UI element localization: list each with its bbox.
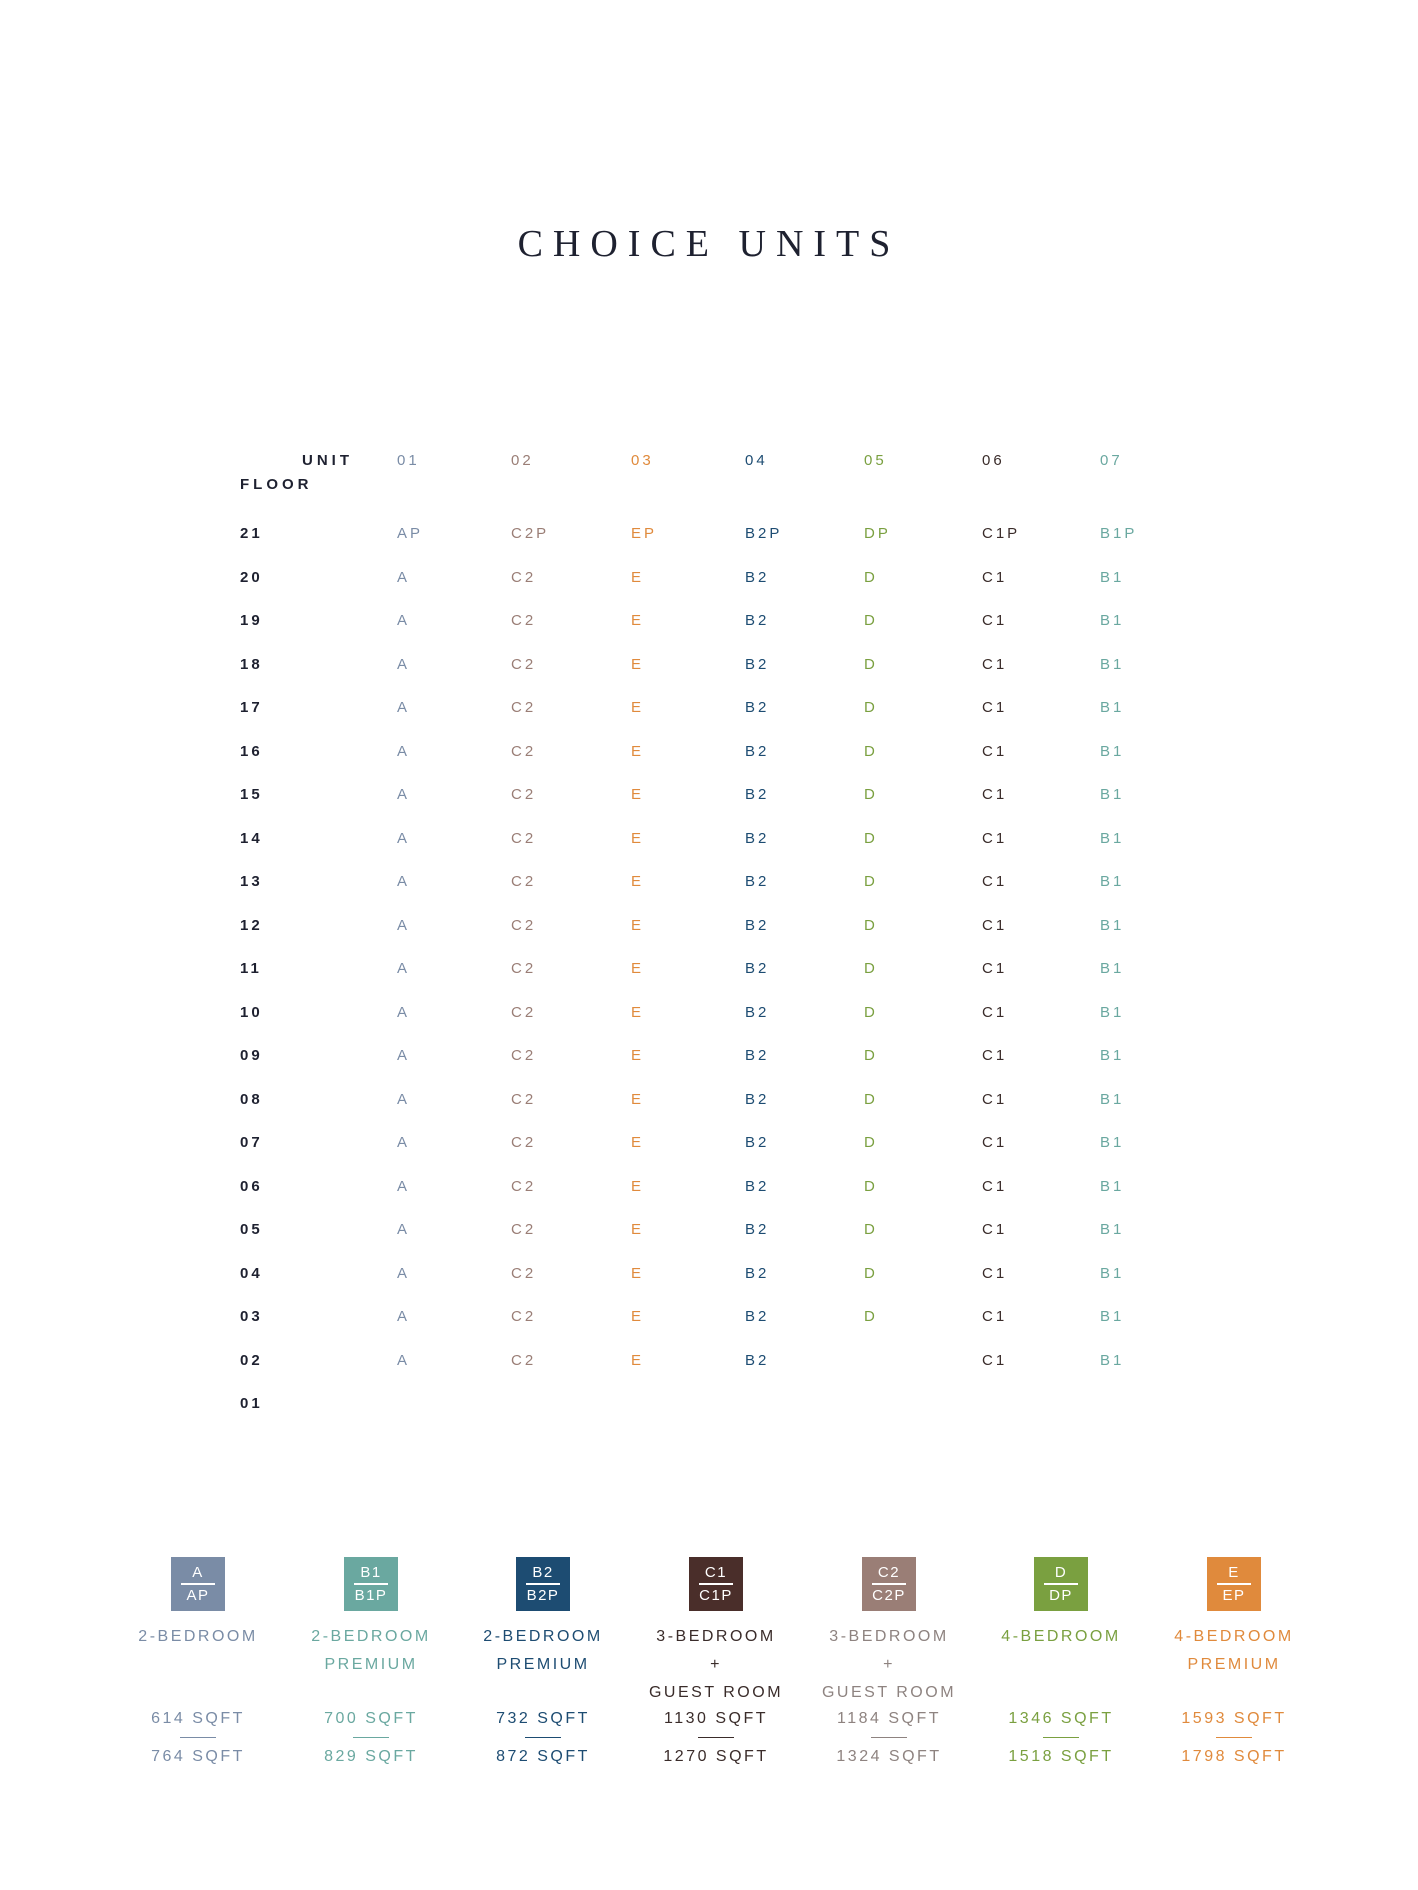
unit-type-cell: B2 <box>745 1308 770 1325</box>
sqft-max: 829 SQFT <box>324 1748 418 1765</box>
unit-type-cell: B2 <box>745 1351 770 1369</box>
swatch-divider <box>699 1583 733 1585</box>
unit-type-cell: B1 <box>1100 699 1125 716</box>
unit-type-cell: D <box>864 916 878 934</box>
swatch-premium-label: AP <box>186 1586 210 1604</box>
unit-type-cell: B1 <box>1100 1134 1125 1151</box>
legend-item <box>108 1557 288 1767</box>
unit-type-cell: A <box>397 873 411 890</box>
unit-type-cell: B2 <box>745 916 770 934</box>
unit-type-cell: B1 <box>1100 612 1125 629</box>
unit-column-header: 05 <box>864 452 887 469</box>
unit-type-cell: C2 <box>511 1090 537 1108</box>
unit-type-cell: D <box>864 1308 878 1325</box>
floor-label: 05 <box>240 1221 263 1238</box>
unit-type-cell: C1 <box>982 829 1008 847</box>
floor-header-label: FLOOR <box>240 476 313 493</box>
floor-label: 03 <box>240 1308 263 1325</box>
unit-type-cell: A <box>397 786 411 803</box>
sqft-max: 1798 SQFT <box>1181 1748 1287 1765</box>
unit-type-cell: D <box>864 1264 878 1282</box>
bedroom-description: 4-BEDROOM <box>1001 1628 1121 1645</box>
unit-type-cell: C1P <box>982 525 1021 542</box>
unit-type-cell: E <box>631 786 645 803</box>
unit-type-cell: C2 <box>511 1003 537 1021</box>
unit-type-cell: E <box>631 1221 645 1238</box>
unit-type-swatch <box>344 1557 398 1611</box>
swatch-type-label: B1 <box>360 1564 382 1582</box>
unit-type-cell: C1 <box>982 786 1008 803</box>
unit-type-cell: A <box>397 829 411 847</box>
unit-type-cell: C1 <box>982 916 1008 934</box>
unit-type-cell: C1 <box>982 612 1008 629</box>
unit-type-cell: A <box>397 916 411 934</box>
unit-type-cell: C2 <box>511 1308 537 1325</box>
unit-type-cell: D <box>864 568 878 586</box>
bedroom-description: 2-BEDROOM PREMIUM <box>311 1628 431 1673</box>
unit-type-cell: B2 <box>745 568 770 586</box>
unit-type-cell: B1 <box>1100 1264 1125 1282</box>
floor-label: 18 <box>240 655 263 673</box>
sqft-min: 700 SQFT <box>324 1710 418 1727</box>
unit-column-header: 04 <box>745 452 768 469</box>
unit-type-cell: B2 <box>745 786 770 803</box>
unit-type-cell: A <box>397 568 411 586</box>
unit-type-cell: C1 <box>982 1090 1008 1108</box>
unit-type-cell: A <box>397 742 411 760</box>
unit-type-cell: D <box>864 829 878 847</box>
unit-type-cell: B2 <box>745 873 770 890</box>
unit-type-cell: B2P <box>745 525 783 542</box>
unit-type-cell: B2 <box>745 1047 770 1064</box>
swatch-premium-label: B1P <box>354 1586 388 1604</box>
unit-type-cell: EP <box>631 525 658 542</box>
floor-label: 17 <box>240 699 263 716</box>
unit-type-cell: E <box>631 568 645 586</box>
unit-type-cell: C1 <box>982 1264 1008 1282</box>
unit-type-cell: C1 <box>982 1177 1008 1195</box>
unit-type-cell: C2P <box>511 525 550 542</box>
unit-type-swatch <box>1034 1557 1088 1611</box>
unit-type-cell: C2 <box>511 612 537 629</box>
unit-type-cell: D <box>864 1221 878 1238</box>
bedroom-description: 2-BEDROOM PREMIUM <box>483 1628 603 1673</box>
unit-type-cell: C1 <box>982 873 1008 890</box>
unit-column-header: 01 <box>397 452 420 469</box>
floor-label: 16 <box>240 742 263 760</box>
unit-type-cell: B1 <box>1100 1308 1125 1325</box>
unit-type-cell: E <box>631 829 645 847</box>
unit-type-cell: B2 <box>745 655 770 673</box>
unit-type-cell: E <box>631 1351 645 1369</box>
floor-label: 14 <box>240 829 263 847</box>
floor-label: 07 <box>240 1134 263 1151</box>
unit-type-cell: C1 <box>982 1047 1008 1064</box>
unit-type-cell: C2 <box>511 829 537 847</box>
swatch-premium-label: C2P <box>872 1586 906 1604</box>
unit-type-cell: E <box>631 742 645 760</box>
unit-type-cell: D <box>864 742 878 760</box>
floor-label: 13 <box>240 873 263 890</box>
unit-type-cell: B2 <box>745 1177 770 1195</box>
sqft-divider <box>353 1737 389 1738</box>
unit-type-cell: C2 <box>511 699 537 716</box>
sqft-max: 872 SQFT <box>496 1748 590 1765</box>
unit-type-cell: C1 <box>982 568 1008 586</box>
unit-type-cell: C1 <box>982 655 1008 673</box>
unit-type-cell: B2 <box>745 829 770 847</box>
unit-type-cell: C2 <box>511 742 537 760</box>
page-title: CHOICE UNITS <box>517 223 901 265</box>
sqft-divider <box>525 1737 561 1738</box>
unit-type-swatch <box>171 1557 225 1611</box>
sqft-min: 1130 SQFT <box>663 1710 768 1727</box>
swatch-divider <box>872 1583 906 1585</box>
swatch-divider <box>1044 1583 1078 1585</box>
unit-type-cell: D <box>864 1177 878 1195</box>
unit-type-cell: D <box>864 699 878 716</box>
unit-type-cell: E <box>631 699 645 716</box>
unit-type-cell: B1 <box>1100 873 1125 890</box>
unit-type-cell: B1 <box>1100 568 1125 586</box>
unit-type-cell: C2 <box>511 1351 537 1369</box>
legend-item <box>453 1557 633 1767</box>
floor-label: 20 <box>240 568 263 586</box>
unit-type-cell: A <box>397 1047 411 1064</box>
sqft-divider <box>180 1737 216 1738</box>
unit-type-cell: A <box>397 1308 411 1325</box>
unit-type-cell: AP <box>397 525 424 542</box>
unit-type-cell: D <box>864 786 878 803</box>
floor-label: 09 <box>240 1047 263 1064</box>
unit-type-cell: A <box>397 1134 411 1151</box>
unit-type-cell: A <box>397 1177 411 1195</box>
unit-type-cell: E <box>631 873 645 890</box>
unit-type-cell: B2 <box>745 699 770 716</box>
sqft-min: 1184 SQFT <box>836 1710 941 1727</box>
unit-type-cell: C1 <box>982 1003 1008 1021</box>
unit-type-cell: C2 <box>511 1134 537 1151</box>
unit-type-cell: B1 <box>1100 1221 1125 1238</box>
unit-type-cell: D <box>864 960 878 977</box>
swatch-divider <box>354 1583 388 1585</box>
swatch-premium-label: C1P <box>699 1586 733 1604</box>
swatch-type-label: D <box>1054 1564 1068 1582</box>
unit-type-cell: B1 <box>1100 1351 1125 1369</box>
unit-type-cell: B2 <box>745 1090 770 1108</box>
unit-type-cell: B2 <box>745 1003 770 1021</box>
bedroom-description: 4-BEDROOM PREMIUM <box>1174 1628 1294 1673</box>
legend-item <box>971 1557 1151 1767</box>
unit-type-cell: E <box>631 916 645 934</box>
swatch-divider <box>526 1583 560 1585</box>
swatch-divider <box>181 1583 215 1585</box>
floor-label: 21 <box>240 525 263 542</box>
sqft-min: 732 SQFT <box>496 1710 590 1727</box>
unit-type-cell: B1 <box>1100 1090 1125 1108</box>
unit-type-cell: C2 <box>511 1264 537 1282</box>
unit-type-cell: B1 <box>1100 786 1125 803</box>
unit-type-cell: C2 <box>511 1177 537 1195</box>
swatch-premium-label: EP <box>1222 1586 1246 1604</box>
unit-type-cell: E <box>631 1134 645 1151</box>
floor-label: 04 <box>240 1264 263 1282</box>
unit-type-cell: D <box>864 1047 878 1064</box>
unit-type-cell: B1 <box>1100 829 1125 847</box>
floor-label: 08 <box>240 1090 263 1108</box>
floor-label: 11 <box>240 960 262 977</box>
sqft-max: 764 SQFT <box>151 1748 245 1765</box>
floor-label: 10 <box>240 1003 263 1021</box>
unit-type-cell: B2 <box>745 960 770 977</box>
unit-type-cell: DP <box>864 525 891 542</box>
unit-type-cell: C2 <box>511 568 537 586</box>
unit-type-cell: C1 <box>982 742 1008 760</box>
swatch-type-label: C1 <box>704 1564 728 1582</box>
unit-type-cell: E <box>631 960 645 977</box>
unit-column-header: 03 <box>631 452 654 469</box>
unit-type-cell: E <box>631 1308 645 1325</box>
unit-type-cell: C2 <box>511 1221 537 1238</box>
unit-type-cell: C2 <box>511 655 537 673</box>
legend-item <box>626 1557 806 1767</box>
unit-type-cell: B1 <box>1100 960 1125 977</box>
unit-type-cell: D <box>864 1003 878 1021</box>
unit-type-cell: E <box>631 1177 645 1195</box>
unit-type-cell: B2 <box>745 1221 770 1238</box>
unit-type-cell: B1 <box>1100 655 1125 673</box>
sqft-divider <box>1216 1737 1252 1738</box>
unit-type-swatch <box>862 1557 916 1611</box>
unit-type-cell: B1 <box>1100 916 1125 934</box>
unit-type-cell: E <box>631 612 645 629</box>
swatch-type-label: A <box>192 1564 204 1582</box>
sqft-divider <box>698 1737 734 1738</box>
unit-type-cell: A <box>397 1351 411 1369</box>
sqft-divider <box>871 1737 907 1738</box>
swatch-type-label: C2 <box>877 1564 901 1582</box>
swatch-premium-label: DP <box>1049 1586 1073 1604</box>
unit-type-cell: C2 <box>511 916 537 934</box>
floor-label: 02 <box>240 1351 263 1369</box>
unit-type-cell: C1 <box>982 1351 1008 1369</box>
unit-type-cell: E <box>631 655 645 673</box>
unit-type-cell: B1 <box>1100 1047 1125 1064</box>
unit-column-header: 06 <box>982 452 1005 469</box>
unit-type-cell: C2 <box>511 873 537 890</box>
sqft-max: 1518 SQFT <box>1008 1748 1114 1765</box>
unit-column-header: 02 <box>511 452 534 469</box>
unit-type-cell: C1 <box>982 1134 1008 1151</box>
legend-item <box>281 1557 461 1767</box>
sqft-divider <box>1043 1737 1079 1738</box>
unit-type-cell: D <box>864 1134 878 1151</box>
legend-item <box>799 1557 979 1767</box>
unit-type-cell: B2 <box>745 612 770 629</box>
swatch-divider <box>1217 1583 1251 1585</box>
bedroom-description: 3-BEDROOM + GUEST ROOM <box>648 1628 784 1701</box>
swatch-type-label: E <box>1228 1564 1240 1582</box>
floor-label: 06 <box>240 1177 263 1195</box>
swatch-premium-label: B2P <box>526 1586 560 1604</box>
unit-type-cell: A <box>397 1221 411 1238</box>
unit-type-cell: D <box>864 1090 878 1108</box>
bedroom-description: 3-BEDROOM + GUEST ROOM <box>821 1628 957 1701</box>
sqft-min: 1346 SQFT <box>1008 1710 1114 1727</box>
unit-type-cell: B1 <box>1100 742 1125 760</box>
floor-label: 19 <box>240 612 263 629</box>
unit-type-cell: E <box>631 1090 645 1108</box>
unit-type-cell: C1 <box>982 960 1008 977</box>
floor-label: 12 <box>240 916 263 934</box>
unit-type-cell: C1 <box>982 1308 1008 1325</box>
unit-header-label: UNIT <box>302 452 353 469</box>
floor-label: 15 <box>240 786 263 803</box>
unit-type-cell: B2 <box>745 1264 770 1282</box>
unit-type-cell: D <box>864 612 878 629</box>
unit-type-cell: E <box>631 1047 645 1064</box>
sqft-max: 1270 SQFT <box>663 1748 769 1765</box>
unit-type-cell: C1 <box>982 1221 1008 1238</box>
unit-type-cell: B1 <box>1100 1003 1125 1021</box>
unit-type-cell: A <box>397 612 411 629</box>
unit-type-cell: B1P <box>1100 525 1138 542</box>
unit-type-cell: C2 <box>511 786 537 803</box>
sqft-min: 1593 SQFT <box>1181 1710 1287 1727</box>
unit-type-cell: A <box>397 960 411 977</box>
unit-type-cell: E <box>631 1003 645 1021</box>
unit-type-cell: A <box>397 699 411 716</box>
unit-type-cell: B1 <box>1100 1177 1125 1195</box>
unit-type-cell: D <box>864 873 878 890</box>
unit-type-cell: C2 <box>511 960 537 977</box>
unit-type-swatch <box>1207 1557 1261 1611</box>
unit-type-cell: A <box>397 1264 411 1282</box>
unit-type-swatch <box>689 1557 743 1611</box>
swatch-type-label: B2 <box>532 1564 554 1582</box>
unit-type-cell: B2 <box>745 742 770 760</box>
unit-type-swatch <box>516 1557 570 1611</box>
legend-item <box>1144 1557 1324 1767</box>
sqft-max: 1324 SQFT <box>836 1748 942 1765</box>
unit-type-cell: C1 <box>982 699 1008 716</box>
bedroom-description: 2-BEDROOM <box>138 1628 258 1645</box>
unit-type-cell: C2 <box>511 1047 537 1064</box>
unit-type-cell: A <box>397 1090 411 1108</box>
unit-type-cell: B2 <box>745 1134 770 1151</box>
unit-column-header: 07 <box>1100 452 1123 469</box>
floor-label: 01 <box>240 1395 263 1412</box>
sqft-min: 614 SQFT <box>151 1710 245 1727</box>
unit-type-cell: D <box>864 655 878 673</box>
unit-type-cell: E <box>631 1264 645 1282</box>
unit-type-cell: A <box>397 1003 411 1021</box>
unit-type-cell: A <box>397 655 411 673</box>
